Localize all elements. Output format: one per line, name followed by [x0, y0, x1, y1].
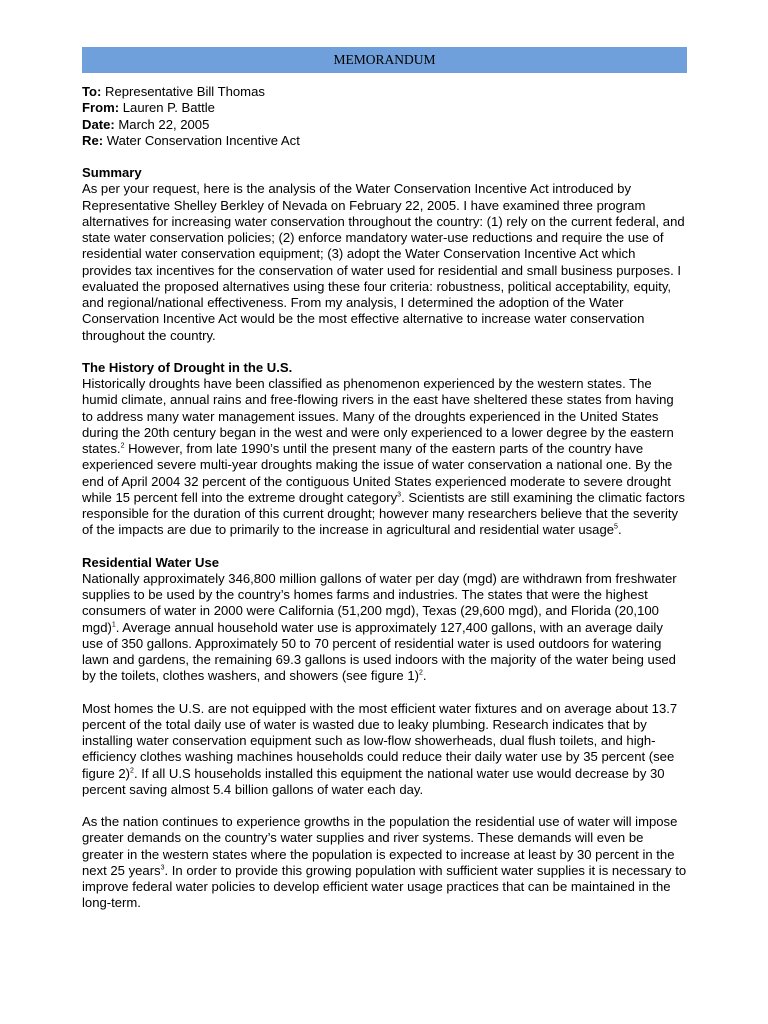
history-heading: The History of Drought in the U.S. — [82, 359, 293, 375]
to-value: Representative Bill Thomas — [105, 84, 265, 99]
summary-paragraph: As per your request, here is the analysis of the Water Conservation Incentive Act introduced by Representative Shelley Berkley of Nevada on February 22, 2005. I have examined three program alternatives for increasing water conservation throughout the country: (1) rely on the current federal, and state water conservation policies; (2) enforce mandatory water-use reductions and require the use of residential water conservation equipment; (3) adopt the Water Conservation Incentive Act which provides tax incentives for the conservation of water used for residential and small business purposes. I evaluated the proposed alternatives using these four criteria: robustness, political acceptability, equity, and regional/national effectiveness. From my analysis, I determined the adoption of the Water Conservation Incentive Act would be the most effective alternative to increase water conservation throughout the country. — [82, 181, 685, 343]
history-paragraph — [82, 376, 687, 539]
footnote-ref: 3 — [160, 864, 165, 872]
date-line — [82, 117, 687, 133]
to-label: To: — [82, 84, 102, 99]
date-label: Date: — [82, 116, 115, 132]
summary-heading: Summary — [82, 165, 142, 180]
footnote-ref: 3 — [397, 491, 402, 499]
residential-section — [82, 555, 687, 912]
from-value: Lauren P. Battle — [122, 100, 215, 116]
history-text-3: . Scientists are still examining the climatic factors responsible for the duration of this current drought; however many researchers believe that the severity of the impacts are due to primarily to the increase in agricultural and residential water usage — [82, 489, 685, 538]
re-value: Water Conservation Incentive Act — [106, 132, 300, 148]
residential-p1-text-1: Nationally approximately 346,800 million gallons of water per day (mgd) are withdrawn from freshwater supplies to be used by the country’s homes farms and industries. The states that were the highest consumers of water in 2000 were California (51,200 mgd), Texas (29,600 mgd), and Florida (20,100 mgd) — [82, 570, 677, 635]
re-line — [82, 133, 687, 149]
residential-p1-text-3: . — [422, 668, 427, 684]
residential-p1-text-2: . Average annual household water use is approximately 127,400 gallons, with an average daily use of 350 gallons. Approximately 50 to 70 percent of residential water is used outdoors for watering lawn and gardens, the remaining 69.3 gallons is used indoors with the majority of the water being used by the toilets, clothes washers, and showers (see figure 1) — [82, 619, 676, 684]
to-line — [82, 84, 687, 100]
footnote-ref: 1 — [111, 621, 116, 629]
residential-paragraph-1 — [82, 571, 687, 685]
residential-p3-text-2: . In order to provide this growing population with sufficient water supplies it is necessary to improve federal water policies to develop efficient water usage practices that can be maintained in the long-term. — [82, 862, 687, 911]
footnote-ref: 2 — [418, 669, 423, 677]
history-text-2: However, from late 1990’s until the present many of the eastern parts of the country have experienced severe multi-year droughts making the issue of water conservation a national one. By the end of April 2004 32 percent of the contiguous United States experienced moderate to severe drought while 15 percent fell into the extreme drought category — [82, 441, 673, 505]
date-value: March 22, 2005 — [118, 116, 210, 132]
residential-p2-text-2: . If all U.S households installed this equipment the national water use would decrease by 30 percent saving almost 5.4 billion gallons of water each day. — [82, 765, 665, 797]
from-label: From: — [82, 100, 120, 116]
residential-heading: Residential Water Use — [82, 554, 220, 570]
from-line — [82, 100, 687, 116]
memo-banner — [82, 47, 687, 73]
re-label: Re: — [82, 132, 104, 148]
footnote-ref: 2 — [130, 767, 134, 775]
memo-title: MEMORANDUM — [333, 52, 436, 67]
residential-paragraph-2 — [82, 701, 687, 799]
summary-section — [82, 165, 687, 344]
memo-page — [82, 47, 687, 912]
footnote-ref: 5 — [614, 523, 618, 531]
memo-header — [82, 84, 687, 149]
residential-p3-text-1: As the nation continues to experience growths in the population the residential use of water will impose greater demands on the country’s water supplies and river systems. These demands will even be greater in the western states where the population is expected to increase at least by 30 percent in the next 25 years — [82, 814, 678, 878]
residential-p2-text-1: Most homes the U.S. are not equipped with the most efficient water fixtures and on average about 13.7 percent of the total daily use of water is wasted due to leaky plumbing. Research indicates that by installing water conservation equipment such as low-flow showerheads, dual flush toilets, and high-efficiency clothes washing machines households could reduce their daily water use by 35 percent (see figure 2) — [82, 700, 678, 781]
residential-paragraph-3 — [82, 814, 687, 912]
history-text-4: . — [617, 522, 622, 538]
footnote-ref: 2 — [120, 442, 125, 450]
history-text-1: Historically droughts have been classified as phenomenon experienced by the western states. The humid climate, annual rains and free-flowing rivers in the east have sheltered these states from having to address many water management issues. Many of the droughts experienced in the United States during the 20th century began in the west and were only experienced to a lower degree by the eastern states. — [82, 376, 674, 456]
history-section — [82, 360, 687, 539]
